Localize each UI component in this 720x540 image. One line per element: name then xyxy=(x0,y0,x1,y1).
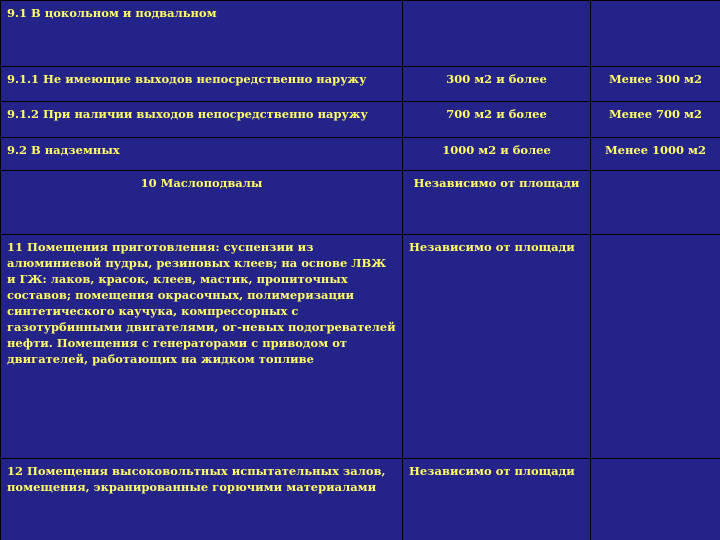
cell-row1-col3 xyxy=(591,1,720,67)
cell-row2-col2: 300 м2 и более xyxy=(403,67,591,102)
table-row xyxy=(1,235,720,459)
cell-row4-col1: 9.2 В надземных xyxy=(1,138,403,171)
cell-row3-col2: 700 м2 и более xyxy=(403,102,591,138)
table-row xyxy=(1,67,720,102)
cell-row2-col3: Менее 300 м2 xyxy=(591,67,720,102)
cell-row5-col3 xyxy=(591,171,720,235)
cell-row5-col2: Независимо от площади xyxy=(403,171,591,235)
cell-row1-col2 xyxy=(403,1,591,67)
cell-row3-col3: Менее 700 м2 xyxy=(591,102,720,138)
cell-row3-col1: 9.1.2 При наличии выходов непосредственно наружу xyxy=(1,102,403,138)
cell-row7-col2: Независимо от площади xyxy=(403,459,591,540)
cell-row2-col1: 9.1.1 Не имеющие выходов непосредственно наружу xyxy=(1,67,403,102)
table-row xyxy=(1,171,720,235)
cell-row7-col1: 12 Помещения высоковольтных испытательных залов, помещения, экранированные горючими материалами xyxy=(1,459,403,540)
cell-row6-col2: Независимо от площади xyxy=(403,235,591,459)
cell-row6-col1: 11 Помещения приготовления: суспензии из алюминиевой пудры, резиновых клеев; на основе ЛВЖ и ГЖ: лаков, красок, клеев, мастик, пропиточных составов; помещения окрасочных, полимеризации синтетического каучука, компрессорных с газотурбинными двигателями, ог-невых подогревателей нефти. Помещения с генераторами с приводом от двигателей, работающих на жидком топливе xyxy=(1,235,403,459)
table-row xyxy=(1,459,720,540)
cell-row4-col2: 1000 м2 и более xyxy=(403,138,591,171)
table-row xyxy=(1,102,720,138)
cell-row4-col3: Менее 1000 м2 xyxy=(591,138,720,171)
cell-row5-col1: 10 Маслоподвалы xyxy=(1,171,403,235)
cell-row6-col3 xyxy=(591,235,720,459)
cell-row1-col1: 9.1 В цокольном и подвальном xyxy=(1,1,403,67)
table-row xyxy=(1,138,720,171)
cell-row7-col3 xyxy=(591,459,720,540)
table-row xyxy=(1,1,720,67)
